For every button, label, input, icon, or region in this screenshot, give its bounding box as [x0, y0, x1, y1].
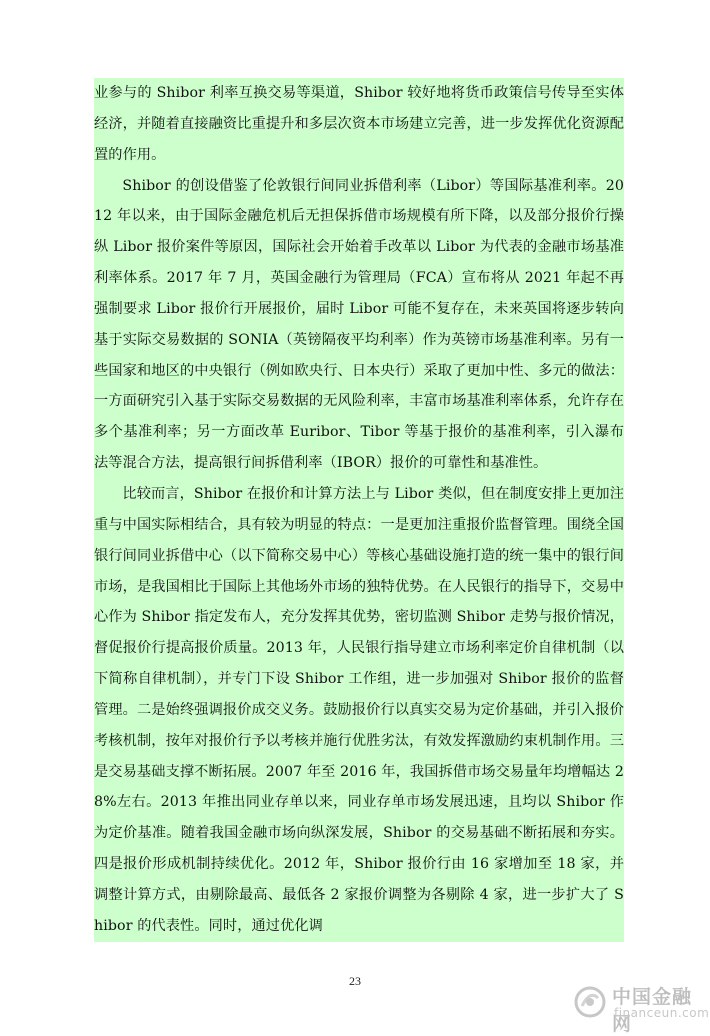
highlighted-text-block: [94, 78, 624, 942]
paragraph-3: 比较而言，Shibor 在报价和计算方法上与 Libor 类似，但在制度安排上更加注重与中国实际相结合，具有较为明显的特点：一是更加注重报价监督管理。围绕全国银行间同业拆借中心（以下简称交易中心）等核心基础设施打造的统一集中的银行间市场，是我国相比于国际上其他场外市场的独特优势。在人民银行的指导下，交易中心作为 Shibor 指定发布人，充分发挥其优势，密切监测 Shibor 走势与报价情况，督促报价行提高报价质量。2013 年，人民银行指导建立市场利率定价自律机制（以下简称自律机制），并专门下设 Shibor 工作组，进一步加强对 Shibor 报价的监督管理。二是始终强调报价成交义务。鼓励报价行以真实交易为定价基础，并引入报价考核机制，按年对报价行予以考核并施行优胜劣汰，有效发挥激励约束机制作用。三是交易基础支撑不断拓展。2007 年至 2016 年，我国拆借市场交易量年均增幅达 28%左右。2013 年推出同业存单以来，同业存单市场发展迅速，且均以 Shibor 作为定价基准。随着我国金融市场向纵深发展，Shibor 的交易基础不断拓展和夯实。四是报价形成机制持续优化。2012 年，Shibor 报价行由 16 家增加至 18 家，并调整计算方式，由剔除最高、最低各 2 家报价调整为各剔除 4 家，进一步扩大了 Shibor 的代表性。同时，通过优化调: [94, 485, 624, 934]
page-number: 23: [349, 974, 361, 988]
financeun-logo-icon: [572, 984, 608, 1020]
watermark-name-en: financeun.com: [614, 1006, 710, 1020]
site-watermark: [572, 980, 710, 1035]
watermark-name-cn: 中国金融网: [612, 986, 693, 1035]
paragraph-2: Shibor 的创设借鉴了伦敦银行间同业拆借利率（Libor）等国际基准利率。2012 年以来，由于国际金融危机后无担保拆借市场规模有所下降，以及部分报价行操纵 Libor 报价案件等原因，国际社会开始着手改革以 Libor 为代表的金融市场基准利率体系。2017 年 7 月，英国金融行为管理局（FCA）宣布将从 2021 年起不再强制要求 Libor 报价行开展报价，届时 Libor 可能不复存在，未来英国将逐步转向基于实际交易数据的 SONIA（英镑隔夜平均利率）作为英镑市场基准利率。另有一些国家和地区的中央银行（例如欧央行、日本央行）采取了更加中性、多元的做法：一方面研究引入基于实际交易数据的无风险利率，丰富市场基准利率体系，允许存在多个基准利率；另一方面改革 Euribor、Tibor 等基于报价的基准利率，引入瀑布法等混合方法，提高银行间拆借利率（IBOR）报价的可靠性和基准性。: [94, 177, 624, 472]
paragraph-1: 业参与的 Shibor 利率互换交易等渠道，Shibor 较好地将货币政策信号传导至实体经济，并随着直接融资比重提升和多层次资本市场建立完善，进一步发挥优化资源配置的作用。: [94, 85, 624, 163]
